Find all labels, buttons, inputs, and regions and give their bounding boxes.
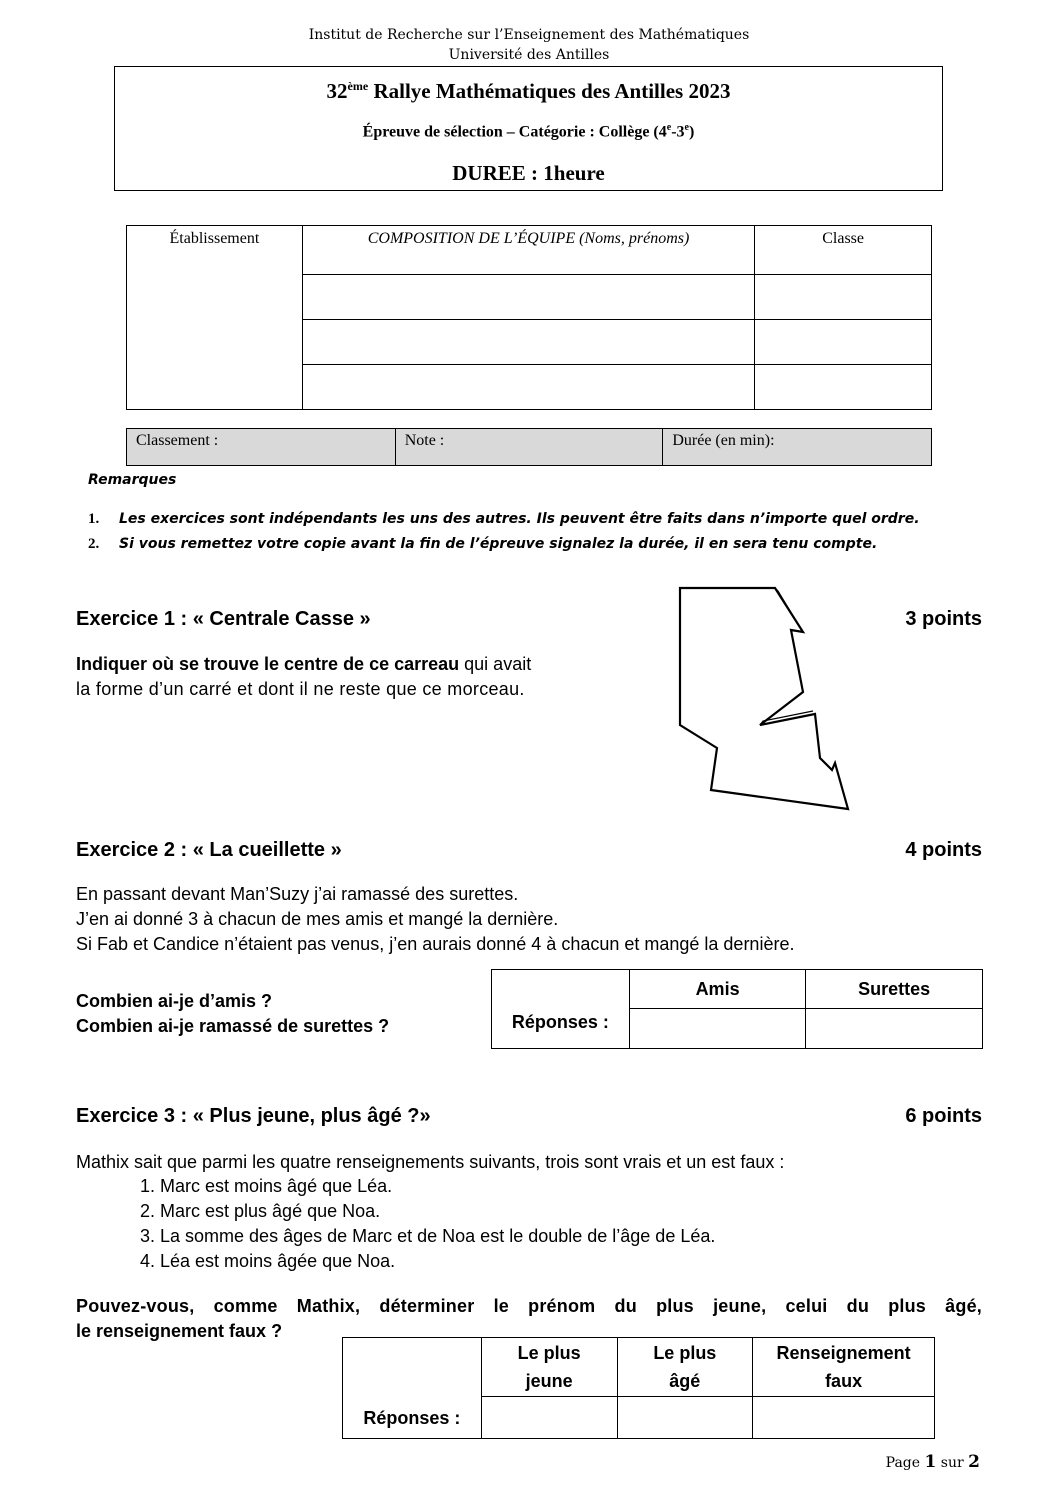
friends-header: Amis bbox=[629, 970, 806, 1009]
grade-field[interactable]: Note : bbox=[395, 429, 663, 466]
false-statement-header bbox=[753, 1338, 935, 1397]
school-cell[interactable] bbox=[127, 226, 303, 410]
exercise-3-intro: Mathix sait que parmi les quatre renseignements suivants, trois sont vrais et un est faux : bbox=[76, 1152, 785, 1172]
subtitle-part: ) bbox=[688, 123, 695, 141]
remark-item bbox=[88, 536, 877, 553]
member-name-field[interactable] bbox=[302, 275, 754, 320]
exercise-2-question: Combien ai-je ramassé de surettes ? bbox=[76, 1016, 390, 1036]
exercise-3-heading bbox=[76, 1105, 982, 1128]
exercise-1-text-part: la forme d’un carré et dont il ne reste que ce morceau. bbox=[76, 679, 525, 699]
rally-title bbox=[115, 79, 942, 104]
exercise-3-answer-label: Réponses : bbox=[343, 1338, 482, 1439]
member-name-field[interactable] bbox=[302, 365, 754, 410]
exercise-2-question: Combien ai-je d’amis ? bbox=[76, 991, 273, 1011]
exercise-3-answer-table bbox=[342, 1337, 935, 1439]
exercise-3-points: 6 points bbox=[905, 1105, 982, 1127]
team-composition-header: COMPOSITION DE L’ÉQUIPE (Noms, prénoms) bbox=[302, 226, 754, 275]
subtitle-sup: e bbox=[666, 122, 672, 133]
statement-item: 4. Léa est moins âgée que Noa. bbox=[140, 1251, 396, 1271]
exercise-1-text-part: qui avait bbox=[459, 654, 532, 674]
exercise-1-instruction: Indiquer où se trouve le centre de ce carreau bbox=[76, 654, 460, 674]
statement-item: 3. La somme des âges de Marc et de Noa est le double de l’âge de Léa. bbox=[140, 1226, 716, 1246]
youngest-answer-field[interactable] bbox=[481, 1397, 617, 1439]
university-name: Université des Antilles bbox=[448, 47, 610, 63]
page-word: Page bbox=[885, 1455, 921, 1471]
exercise-2-points: 4 points bbox=[905, 839, 982, 861]
exercise-2-answer-label: Réponses : bbox=[492, 970, 630, 1049]
rally-name: Rallye Mathématiques des Antilles 2023 bbox=[373, 79, 731, 103]
statement-item: 1. Marc est moins âgé que Léa. bbox=[140, 1176, 393, 1196]
surettes-answer-field[interactable] bbox=[806, 1009, 983, 1049]
class-header: Classe bbox=[755, 226, 932, 275]
institute-name: Institut de Recherche sur l’Enseignement des Mathématiques bbox=[308, 27, 750, 43]
exercise-2-text bbox=[76, 882, 794, 957]
remark-number: 1. bbox=[88, 511, 100, 527]
exercise-2-heading bbox=[76, 839, 982, 862]
false-statement-answer-field[interactable] bbox=[753, 1397, 935, 1439]
header-line: Le plus bbox=[653, 1343, 717, 1363]
tile-fragment-figure bbox=[670, 580, 860, 815]
header-line: Le plus bbox=[517, 1343, 581, 1363]
remark-item bbox=[88, 511, 920, 528]
exercise-3-question-line2: le renseignement faux ? bbox=[76, 1321, 283, 1341]
edition-suffix: ème bbox=[347, 79, 369, 93]
exercise-2-answer-table bbox=[491, 969, 983, 1049]
remark-text: Si vous remettez votre copie avant la fin de l’épreuve signalez la durée, il en sera tenu compte. bbox=[119, 536, 878, 552]
header-line: faux bbox=[825, 1371, 863, 1391]
friends-answer-field[interactable] bbox=[629, 1009, 806, 1049]
rally-subtitle bbox=[115, 122, 942, 141]
exercise-2-line: Si Fab et Candice n’étaient pas venus, j’en aurais donné 4 à chacun et mangé la dernière. bbox=[76, 934, 795, 954]
total-pages: 2 bbox=[968, 1452, 980, 1472]
team-table bbox=[126, 225, 932, 410]
exercise-2-line: J’en ai donné 3 à chacun de mes amis et mangé la dernière. bbox=[76, 909, 559, 929]
of-word: sur bbox=[940, 1455, 964, 1471]
header-line: Renseignement bbox=[776, 1343, 911, 1363]
header-line: âgé bbox=[669, 1371, 701, 1391]
member-class-field[interactable] bbox=[755, 275, 932, 320]
statement-item: 2. Marc est plus âgé que Noa. bbox=[140, 1201, 381, 1221]
remark-text: Les exercices sont indépendants les uns des autres. Ils peuvent être faits dans n’importe quel ordre. bbox=[119, 511, 920, 527]
exercise-1-title: Exercice 1 : « Centrale Casse » bbox=[76, 608, 371, 630]
exercise-3-statements bbox=[140, 1174, 715, 1274]
remark-number: 2. bbox=[88, 536, 100, 552]
title-box bbox=[114, 66, 943, 191]
exercise-3-question-line1: Pouvez-vous, comme Mathix, déterminer le prénom du plus jeune, celui du plus âgé, bbox=[76, 1296, 982, 1316]
oldest-answer-field[interactable] bbox=[617, 1397, 753, 1439]
ranking-field[interactable]: Classement : bbox=[127, 429, 396, 466]
current-page: 1 bbox=[924, 1452, 937, 1472]
remarks-heading: Remarques bbox=[88, 472, 177, 488]
header-line: jeune bbox=[525, 1371, 573, 1391]
exercise-2-questions bbox=[76, 989, 389, 1039]
member-class-field[interactable] bbox=[755, 365, 932, 410]
surettes-header: Surettes bbox=[806, 970, 983, 1009]
duration-heading: DUREE : 1heure bbox=[452, 161, 605, 185]
subtitle-part: -3 bbox=[671, 123, 685, 141]
oldest-header bbox=[617, 1338, 753, 1397]
subtitle-part: Épreuve de sélection – Catégorie : Collège (4 bbox=[362, 123, 667, 141]
youngest-header bbox=[481, 1338, 617, 1397]
school-label: Établissement bbox=[169, 230, 260, 247]
exercise-2-line: En passant devant Man’Suzy j’ai ramassé des surettes. bbox=[76, 884, 519, 904]
subtitle-sup: e bbox=[684, 122, 689, 133]
duration-field[interactable]: Durée (en min): bbox=[663, 429, 932, 466]
exercise-1-text bbox=[76, 652, 531, 702]
score-bar bbox=[126, 428, 932, 466]
exercise-3-title: Exercice 3 : « Plus jeune, plus âgé ?» bbox=[76, 1105, 431, 1127]
exercise-2-title: Exercice 2 : « La cueillette » bbox=[76, 839, 342, 861]
member-class-field[interactable] bbox=[755, 320, 932, 365]
member-name-field[interactable] bbox=[302, 320, 754, 365]
edition-number: 32 bbox=[326, 79, 348, 103]
exercise-1-points: 3 points bbox=[905, 608, 982, 630]
page-number bbox=[886, 1452, 980, 1472]
